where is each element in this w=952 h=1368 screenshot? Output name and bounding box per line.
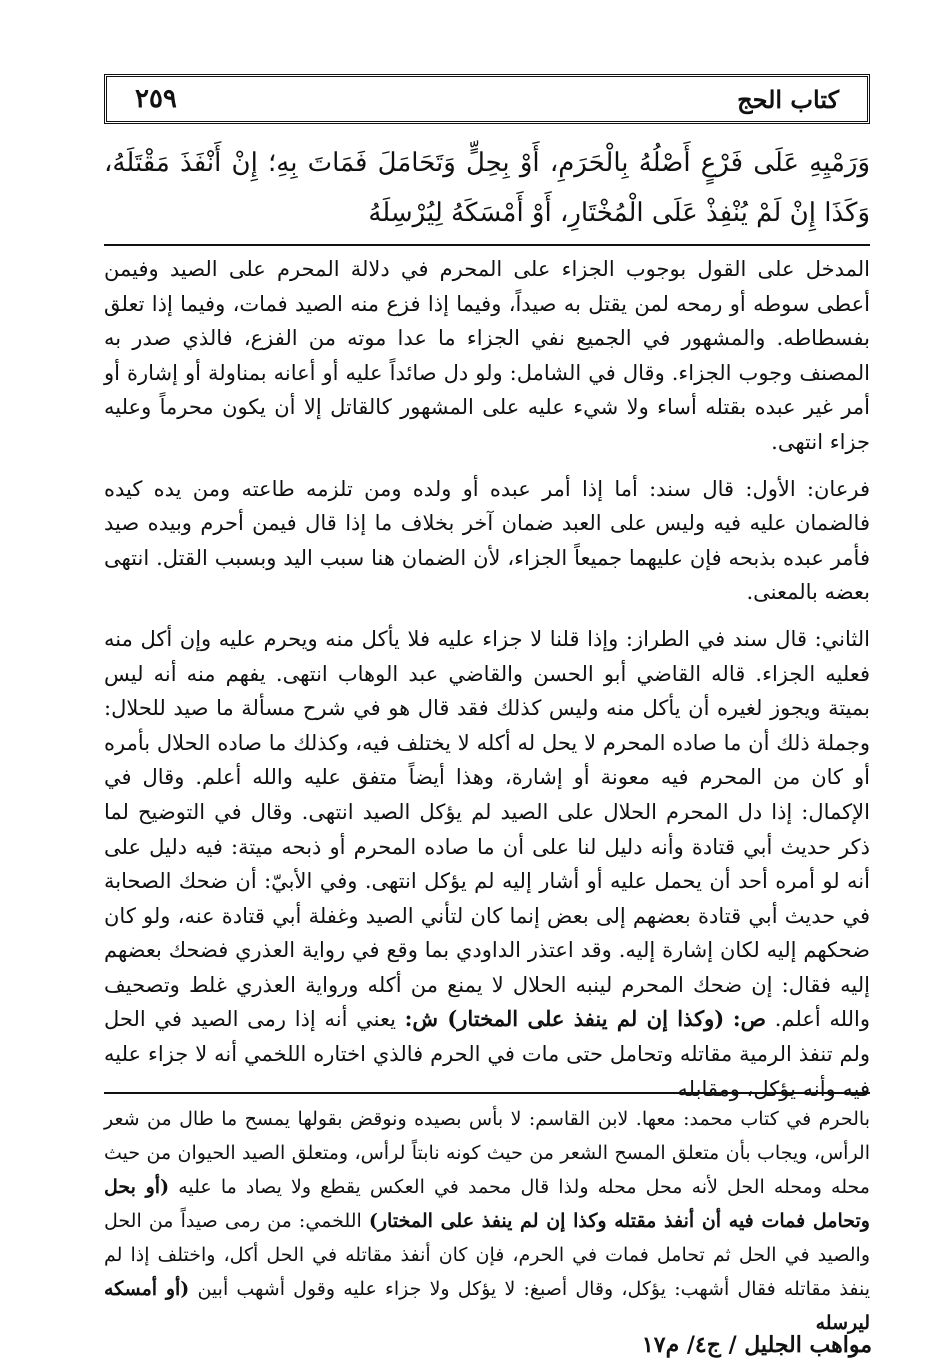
label-sharh: ش: — [404, 1006, 448, 1032]
footnote-divider — [104, 1092, 870, 1094]
chapter-title: كتاب الحج — [737, 84, 839, 114]
page-footer: مواهب الجليل / ج٤/ م١٧ — [641, 1332, 872, 1358]
divider-line — [104, 244, 870, 246]
footnotes — [104, 1102, 870, 1340]
footnote-quote-2: (أو أمسكه ليرسله — [104, 1278, 870, 1334]
commentary-paragraph-1: المدخل على القول بوجوب الجزاء على المحرم في دلالة المحرم على الصيد وفيمن أعطى سوطه أو رمحه لمن يقتل به صيداً، وفيما إذا فزع منه الصيد فمات، وفيما إذا تعلق بفسطاطه. والمشهور في الجميع نفي الجزاء ما عدا موته من الفزع، فالذي صدر به المصنف وجوب الجزاء. وقال في الشامل: ولو دل صائداً عليه أو أعانه بمناولة أو إشارة أو أمر غير عبده بقتله أساء ولا شيء عليه على المشهور كالقاتل إلا أن يكون محرماً وعليه جزاء انتهى. — [104, 257, 870, 454]
label-sad: ص: — [732, 1006, 767, 1032]
commentary-paragraph-3 — [104, 622, 870, 1106]
page-header — [104, 74, 870, 124]
footnote-text-1: بالحرم في كتاب محمد: معها. لابن القاسم: لا بأس بصيده ونوقض بقولها يمسح ما طال من شعر الرأس، ويجاب بأن متعلق المسح الشعر من حيث كونه نابتاً لرأس، ومتعلق الصيد الحيوان من حيث محله ومحله الحل لأنه محل محله ولذا قال محمد في العكس يقطع ولا يصاد ما عليه — [104, 1108, 870, 1198]
main-text: وَرَمْيِهِ عَلَى فَرْعٍ أَصْلُهُ بِالْحَرَمِ، أَوْ بِحِلٍّ وَتَحَامَلَ فَمَاتَ بِهِ؛ إِنْ أَنْفَذَ مَقْتَلَهُ، وَكَذَا إِنْ لَمْ يُنْفِذْ عَلَى الْمُخْتَارِ، أَوْ أَمْسَكَهُ لِيُرْسِلَهُ — [104, 148, 870, 228]
quoted-matn: (وكذا إن لم ينفذ على المختار) — [447, 1006, 725, 1032]
commentary — [104, 252, 870, 1106]
commentary-paragraph-2: فرعان: الأول: قال سند: أما إذا أمر عبده أو ولده ومن تلزمه طاعته ومن يده كيده فالضمان عليه فيه وليس على العبد ضمان آخر بخلاف ما إذا قال فيمن أحرم وبيده صيد فأمر عبده بذبحه فإن عليهما جميعاً الجزاء، لأن الضمان هنا سبب اليد وبسبب القتل. انتهى بعضه بالمعنى. — [104, 476, 870, 605]
footnote-quote-1: (أو بحل وتحامل فمات فيه أن أنفذ مقتله وكذا إن لم ينفذ على المختار) — [104, 1176, 870, 1232]
commentary-text-end: يعني أنه إذا رمى الصيد في الحل ولم تنفذ الرمية مقاتله وتحامل حتى مات في الحرم فالذي اختاره اللخمي أنه لا جزاء عليه فيه وأنه يؤكل، ومقابله — [104, 1007, 870, 1101]
commentary-text: الثاني: قال سند في الطراز: وإذا قلنا لا جزاء عليه فلا يأكل منه ويحرم عليه وإن أكل منه فعليه الجزاء. قاله القاضي أبو الحسن والقاضي عبد الوهاب انتهى. يفهم منه أنه ليس بميتة ويجوز لغيره أن يأكل منه وليس كذلك فقد قال هو في شرح مسألة ما صيد للحلال: وجملة ذلك أن ما صاده المحرم لا يحل له أكله لا يختلف فيه، وكذلك ما صاده الحلال بأمره أو كان من المحرم فيه معونة أو إشارة، وهذا أيضاً متفق عليه والله أعلم. وقال في الإكمال: إذا دل المحرم الحلال على الصيد لم يؤكل الصيد انتهى. وقال في التوضيح لما ذكر حديث أبي قتادة وأنه دليل لنا على أن ما صاده المحرم أو ذبحه ميتة: فيه دليل على أنه لو أمره أحد أن يحمل عليه أو أشار إليه لم يؤكل انتهى. وفي الأبيّ: أن ضحك الصحابة في حديث أبي قتادة بعضهم إلى بعض إنما كان لتأني الصيد وغفلة أبي قتادة عنه، ولو كان ضحكهم إليه لكان إشارة إليه. وقد اعتذر الداودي بما وقع في رواية العذري فضحك بعضهم إليه فقال: إن ضحك المحرم لينبه الحلال لا يمنع من أكله ورواية العذري غلط وتصحيف والله أعلم. — [104, 626, 870, 1032]
page-number: ٢٥٩ — [135, 84, 177, 114]
footnote-text-2: اللخمي: من رمى صيداً من الحل والصيد في الحل ثم تحامل فمات في الحرم، فإن كان أنفذ مقاتله في الحل أكل، واختلف إذا لم ينفذ مقاتله فقال أشهب: يؤكل، وقال أصبغ: لا يؤكل ولا جزاء عليه وقول أشهب أبين — [104, 1210, 870, 1300]
